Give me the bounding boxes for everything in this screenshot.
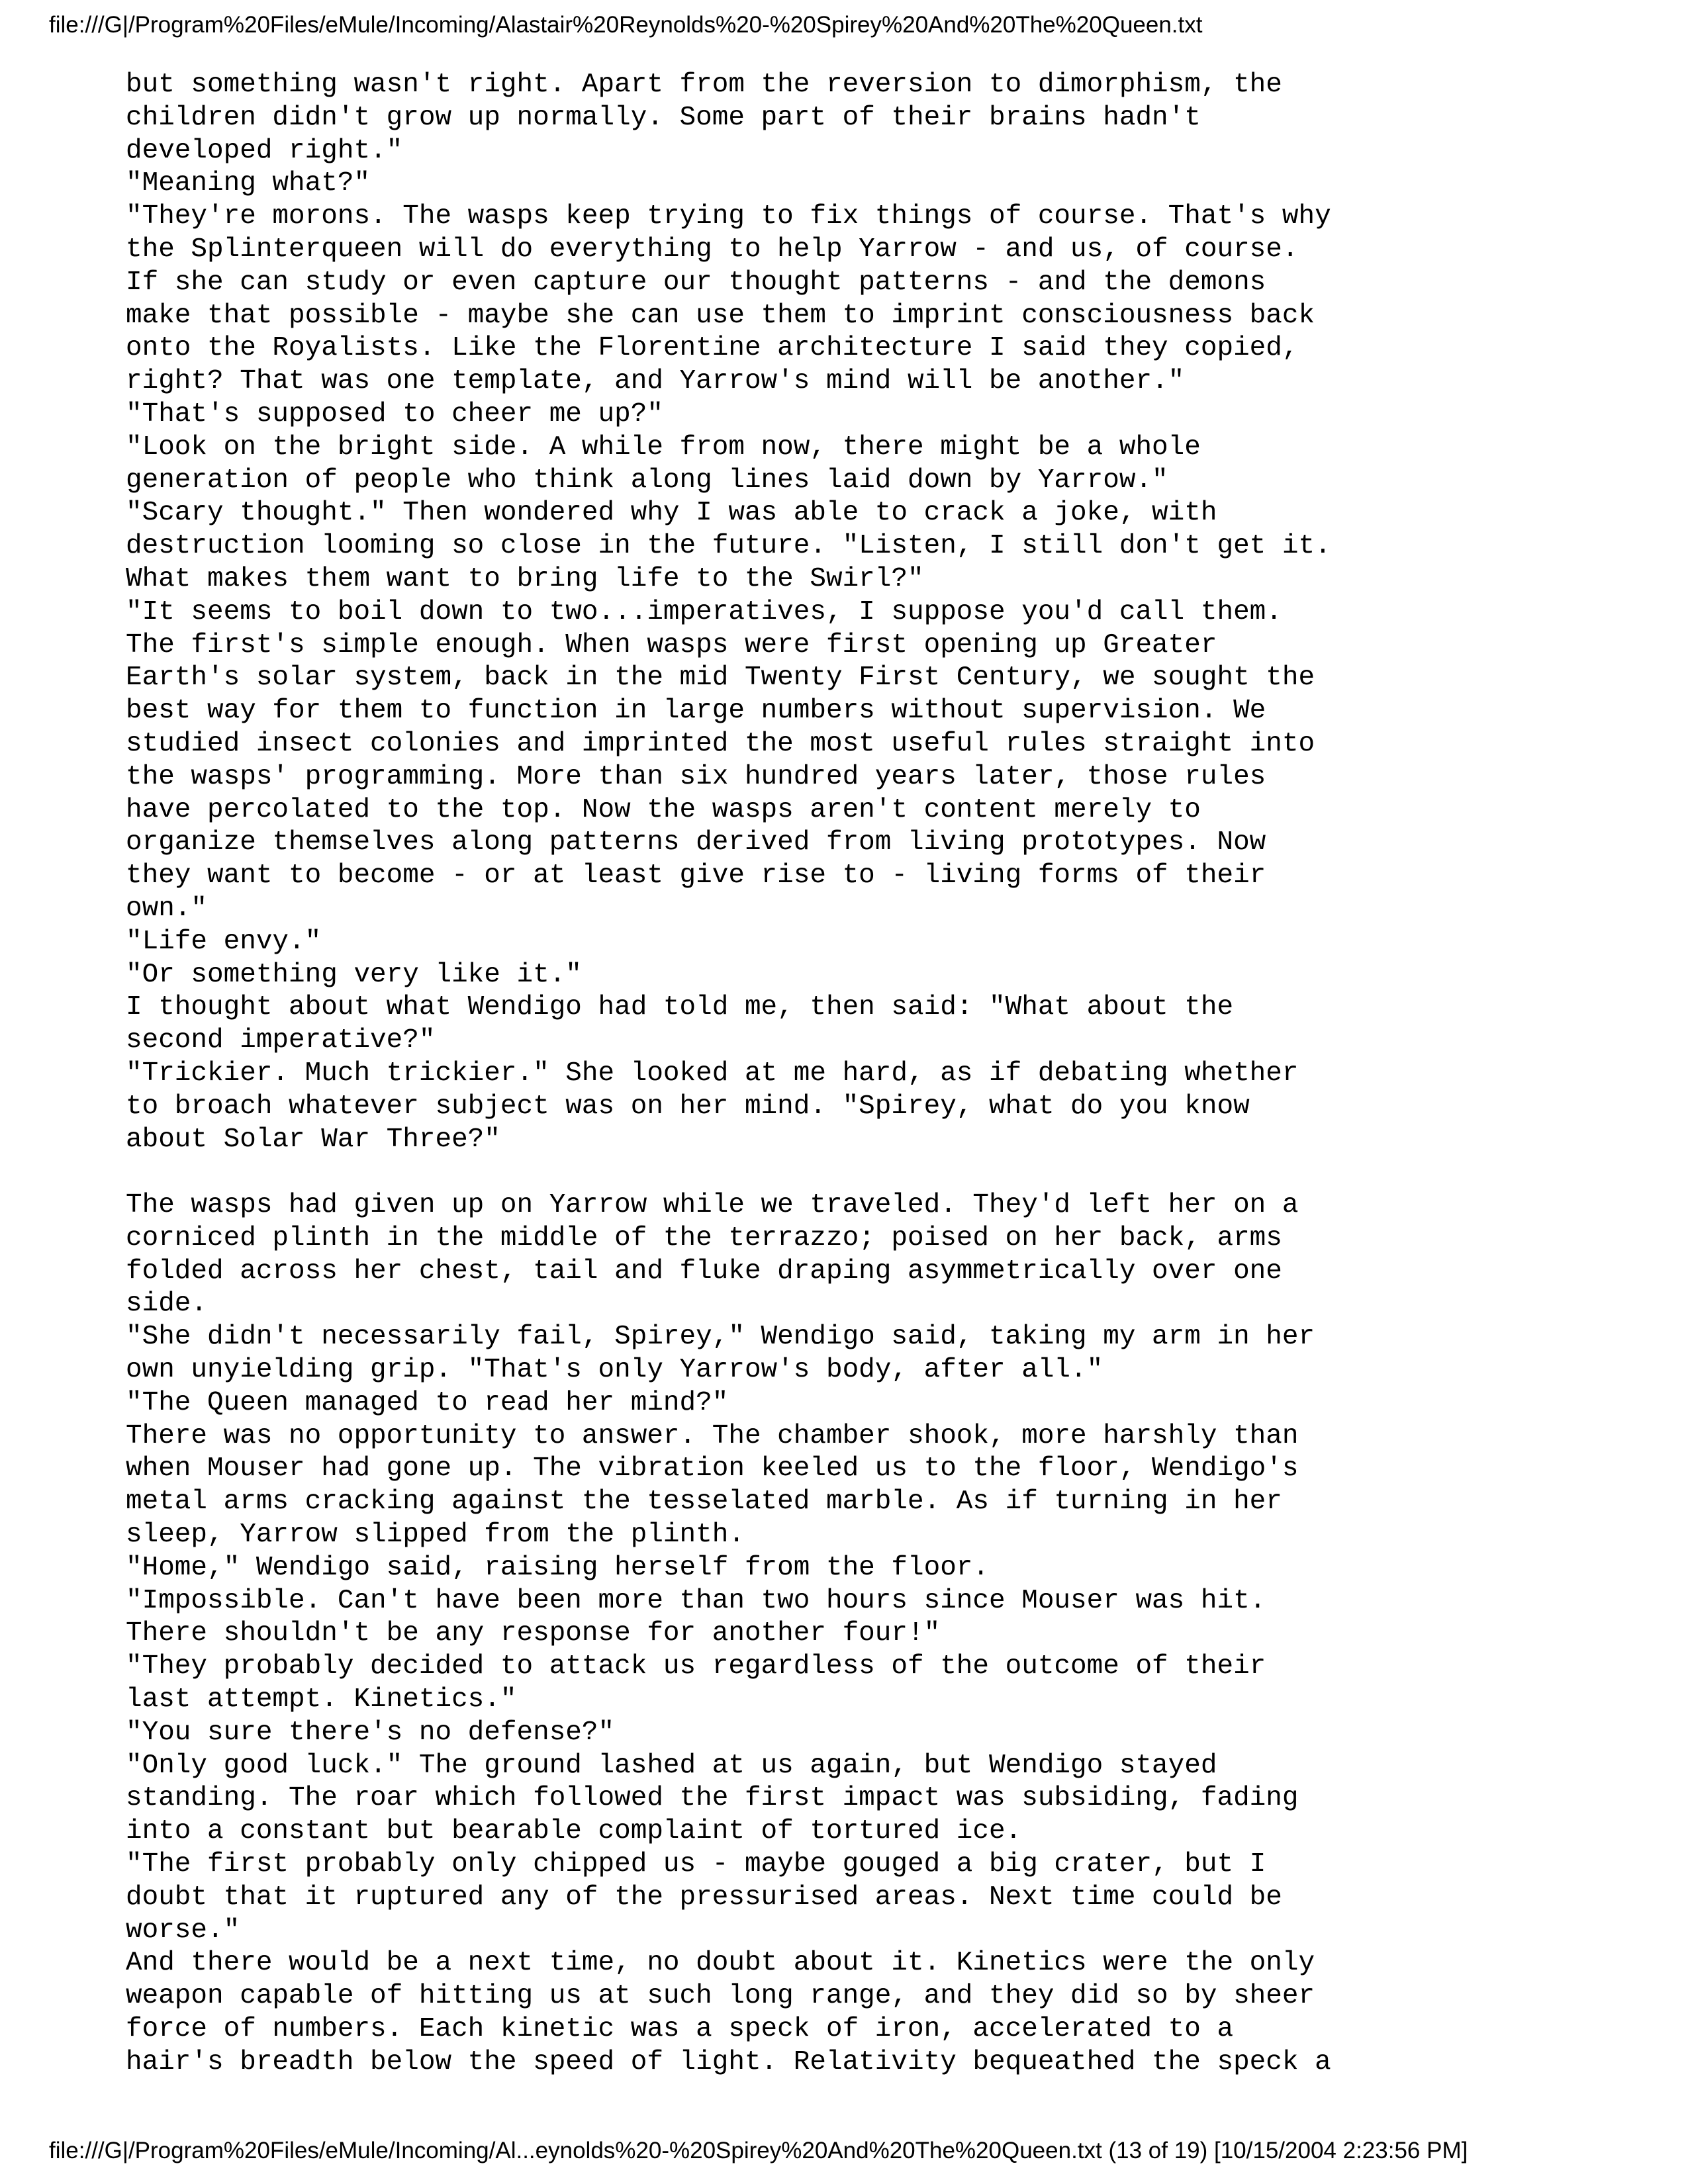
text-line: "You sure there's no defense?" (126, 1717, 615, 1748)
text-line: second imperative?" (126, 1025, 436, 1056)
text-line: "Trickier. Much trickier." She looked at me hard, as if debating whether (126, 1058, 1299, 1089)
text-line: "Meaning what?" (126, 168, 371, 199)
text-line: Earth's solar system, back in the mid Twenty First Century, we sought the (126, 662, 1315, 694)
text-line: side. (126, 1289, 208, 1320)
text-line: when Mouser had gone up. The vibration keeled us to the floor, Wendigo's (126, 1453, 1299, 1484)
text-line: The wasps had given up on Yarrow while we traveled. They'd left her on a (126, 1190, 1299, 1221)
text-line: into a constant but bearable complaint of tortured ice. (126, 1816, 1022, 1847)
text-line: "That's supposed to cheer me up?" (126, 398, 663, 430)
text-line: What makes them want to bring life to the Swirl?" (126, 563, 924, 594)
text-line: organize themselves along patterns derived from living prototypes. Now (126, 827, 1266, 858)
text-line: the Splinterqueen will do everything to help Yarrow - and us, of course. (126, 234, 1299, 265)
text-line: about Solar War Three?" (126, 1124, 500, 1155)
footer-page-info: file:///G|/Program%20Files/eMule/Incoming/Al...eynolds%20-%20Spirey%20And%20The%20Queen.txt (13 of 19) [10/15/2004 2:23:56 PM] (49, 2138, 1468, 2163)
text-line: "Look on the bright side. A while from now, there might be a whole (126, 432, 1201, 463)
text-line: There was no opportunity to answer. The chamber shook, more harshly than (126, 1420, 1299, 1451)
text-line: standing. The roar which followed the first impact was subsiding, fading (126, 1783, 1299, 1814)
text-line: "Only good luck." The ground lashed at us again, but Wendigo stayed (126, 1750, 1217, 1781)
text-line: "The first probably only chipped us - maybe gouged a big crater, but I (126, 1849, 1266, 1880)
text-line: they want to become - or at least give rise to - living forms of their (126, 860, 1266, 891)
text-line: "The Queen managed to read her mind?" (126, 1387, 729, 1418)
text-line: "Or something very like it." (126, 959, 582, 990)
text-line: children didn't grow up normally. Some part of their brains hadn't (126, 102, 1201, 133)
text-line: have percolated to the top. Now the wasps aren't content merely to (126, 794, 1201, 825)
text-line: If she can study or even capture our thought patterns - and the demons (126, 267, 1266, 298)
text-line: best way for them to function in large numbers without supervision. We (126, 696, 1266, 727)
text-line: "They're morons. The wasps keep trying to fix things of course. That's why (126, 201, 1331, 232)
text-line: make that possible - maybe she can use them to imprint consciousness back (126, 300, 1315, 331)
text-line: folded across her chest, tail and fluke draping asymmetrically over one (126, 1255, 1282, 1287)
text-line: onto the Royalists. Like the Florentine architecture I said they copied, (126, 333, 1299, 364)
text-line: There shouldn't be any response for another four!" (126, 1618, 941, 1649)
text-line: the wasps' programming. More than six hundred years later, those rules (126, 761, 1266, 792)
text-line: doubt that it ruptured any of the pressurised areas. Next time could be (126, 1882, 1282, 1913)
text-line: own unyielding grip. "That's only Yarrow's body, after all." (126, 1355, 1103, 1386)
text-line: own." (126, 893, 208, 924)
text-line: studied insect colonies and imprinted the most useful rules straight into (126, 728, 1315, 759)
text-line: worse." (126, 1915, 240, 1946)
text-line: hair's breadth below the speed of light. Relativity bequeathed the speck a (126, 2046, 1331, 2077)
text-line: but something wasn't right. Apart from the reversion to dimorphism, the (126, 69, 1282, 100)
text-line: right? That was one template, and Yarrow's mind will be another." (126, 366, 1185, 397)
text-line: "Home," Wendigo said, raising herself from the floor. (126, 1552, 990, 1583)
text-line: generation of people who think along lines laid down by Yarrow." (126, 465, 1168, 496)
text-line: "Impossible. Can't have been more than two hours since Mouser was hit. (126, 1585, 1266, 1616)
text-line: "It seems to boil down to two...imperatives, I suppose you'd call them. (126, 596, 1282, 627)
text-line: sleep, Yarrow slipped from the plinth. (126, 1520, 745, 1551)
text-line: "Life envy." (126, 926, 322, 957)
text-line: corniced plinth in the middle of the terrazzo; poised on her back, arms (126, 1222, 1282, 1253)
text-line: The first's simple enough. When wasps were first opening up Greater (126, 629, 1217, 660)
text-line: "Scary thought." Then wondered why I was able to crack a joke, with (126, 498, 1217, 529)
text-line: And there would be a next time, no doubt about it. Kinetics were the only (126, 1948, 1315, 1979)
text-line: destruction looming so close in the future. "Listen, I still don't get it. (126, 531, 1331, 562)
text-line: last attempt. Kinetics." (126, 1684, 517, 1715)
text-line: force of numbers. Each kinetic was a speck of iron, accelerated to a (126, 2014, 1234, 2045)
text-line: metal arms cracking against the tesselated marble. As if turning in her (126, 1486, 1282, 1518)
document-text-body (126, 69, 1331, 2079)
text-line: I thought about what Wendigo had told me, then said: "What about the (126, 992, 1234, 1023)
text-line: to broach whatever subject was on her mind. "Spirey, what do you know (126, 1091, 1250, 1122)
text-line: "She didn't necessarily fail, Spirey," Wendigo said, taking my arm in her (126, 1322, 1315, 1353)
header-file-url: file:///G|/Program%20Files/eMule/Incoming/Alastair%20Reynolds%20-%20Spirey%20And%20The%20Queen.txt (49, 12, 1203, 38)
text-line: developed right." (126, 135, 403, 166)
blank-line (126, 1156, 1331, 1189)
text-line: "They probably decided to attack us regardless of the outcome of their (126, 1651, 1266, 1682)
text-line: weapon capable of hitting us at such long range, and they did so by sheer (126, 1981, 1315, 2012)
